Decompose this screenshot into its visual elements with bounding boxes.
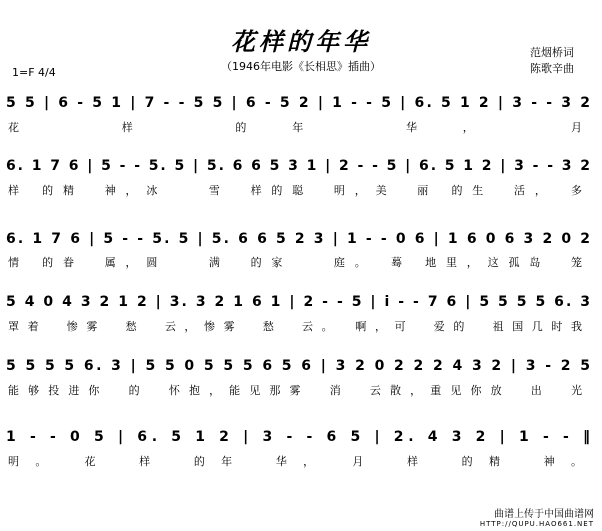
composer-credit: 陈歌辛曲 [530, 62, 574, 75]
notation-line: 5 5 5 5 6. 3 | 5 5 0 5 5 5 6 5 6 | 3 2 0 2 2 2 4 3 2 | 3 - 2 5 [6, 358, 590, 374]
song-subtitle: （1946年电影《长相思》插曲） [221, 60, 381, 73]
key-signature: 1=F 4/4 [12, 66, 56, 79]
lyric-line: 情 的眷 属，圆 满 的家 庭。 蓦 地里，这孤岛 笼 [8, 256, 582, 269]
lyric-line: 样 的精 神，冰 雪 样的聪 明，美 丽 的生 活， 多 [8, 184, 582, 197]
notation-line: 6. 1 7 6 | 5 - - 5. 5 | 5. 6 6 5 2 3 | 1 - - 0 6 | 1 6 0 6 3 2 0 2 [6, 231, 590, 247]
song-title: 花样的年华 [231, 27, 371, 56]
notation-line: 1 - - 0 5 | 6. 5 1 2 | 3 - - 6 5 | 2. 4 3 2 | 1 - - ‖ [6, 429, 591, 445]
lyricist-credit: 范烟桥词 [530, 46, 574, 59]
lyric-line: 能够投进你 的 怀抱，能见那雾 消 云散，重见你放 出 光 [8, 384, 582, 397]
notation-line: 5 5 | 6 - 5 1 | 7 - - 5 5 | 6 - 5 2 | 1 - - 5 | 6. 5 1 2 | 3 - - 3 2 [6, 95, 590, 111]
footer-site-url: HTTP://QUPU.HAO661.NET [479, 520, 594, 528]
footer-site-name: 曲谱上传于中国曲谱网 [494, 509, 594, 520]
lyric-line: 明。 花 样 的年 华， 月 样 的精 神。 [8, 455, 582, 468]
lyric-line: 罩着 惨雾 愁 云，惨雾 愁 云。 啊，可 爱的 祖国几时我 [8, 320, 583, 333]
notation-line: 5 4 0 4 3 2 1 2 | 3. 3 2 1 6 1 | 2 - - 5 | i - - 7 6 | 5 5 5 5 6. 3 [6, 294, 590, 310]
notation-line: 6. 1 7 6 | 5 - - 5. 5 | 5. 6 6 5 3 1 | 2 - - 5 | 6. 5 1 2 | 3 - - 3 2 [6, 158, 591, 174]
lyric-line: 花 样 的年 华， 月 [8, 121, 582, 134]
